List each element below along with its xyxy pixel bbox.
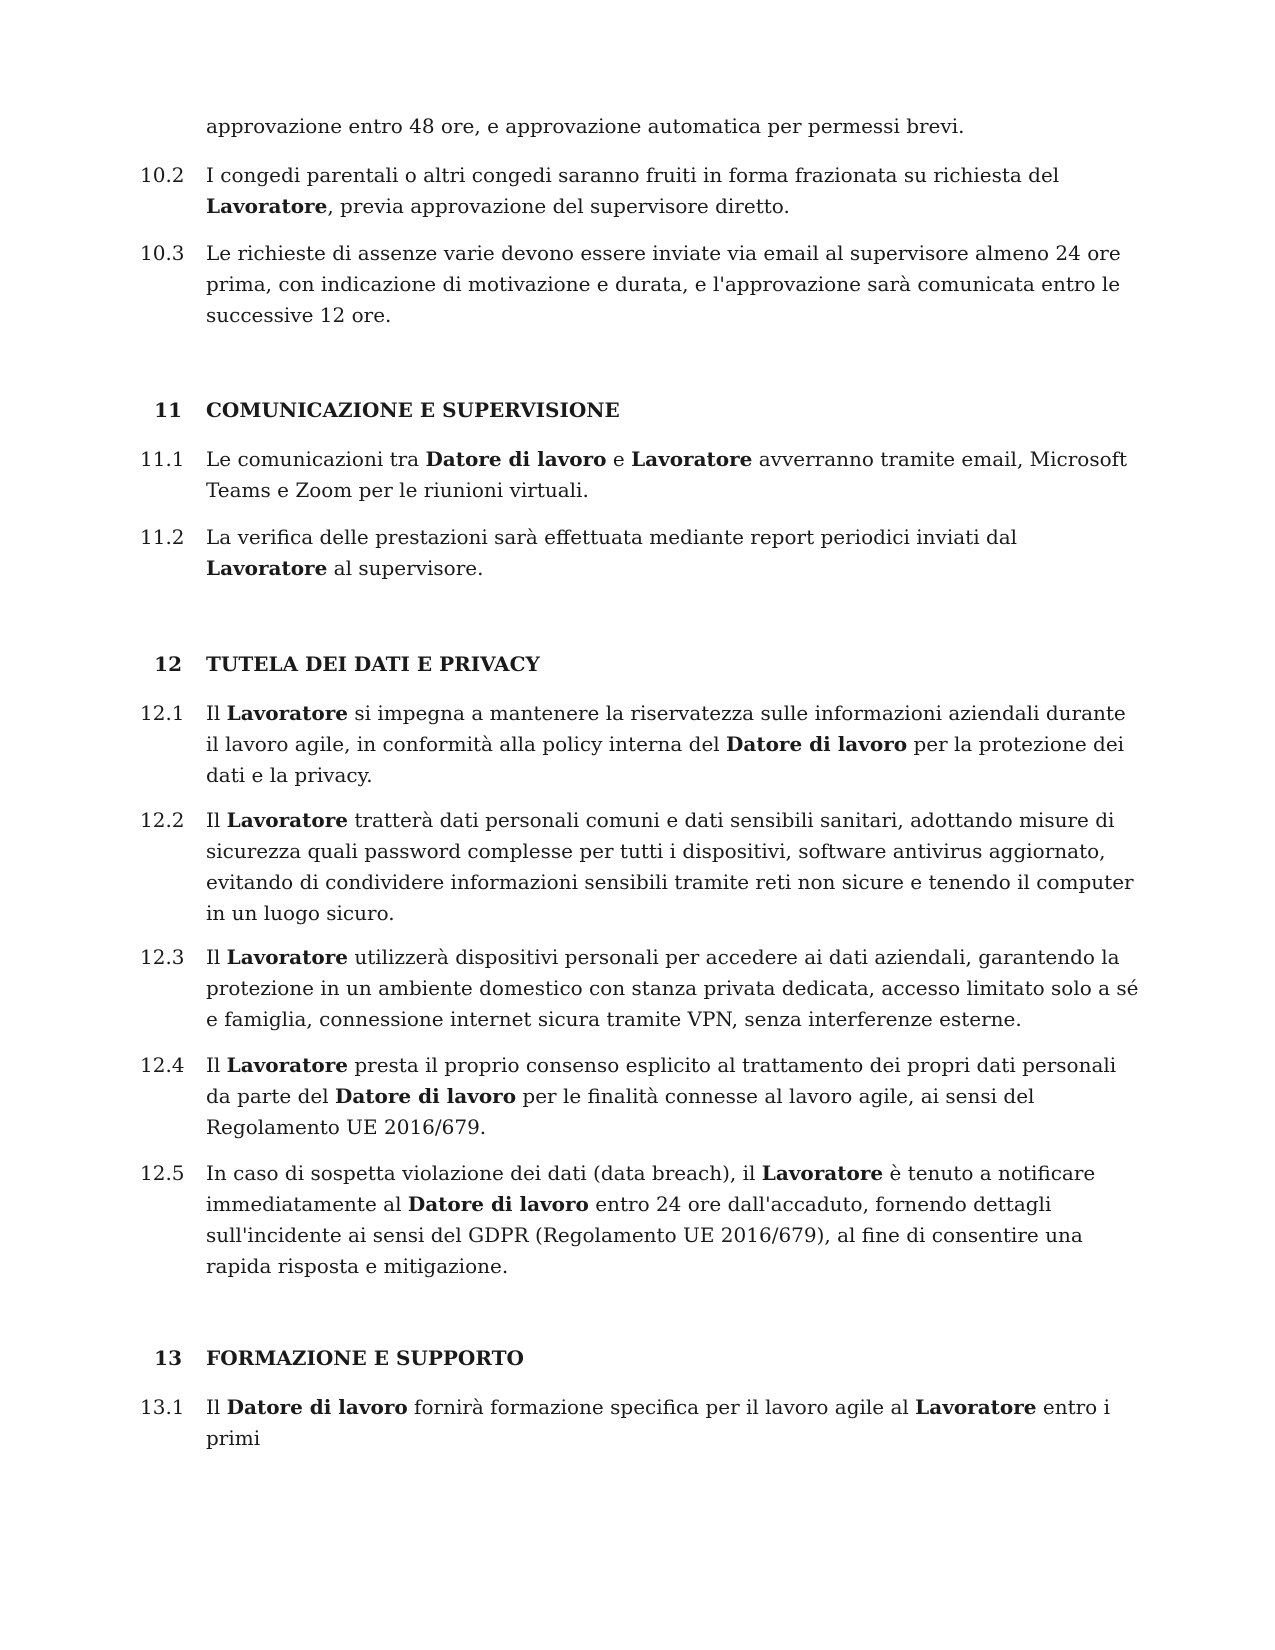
section-number: 13	[154, 1346, 182, 1370]
clause-12-4	[140, 1050, 1140, 1143]
section-title: FORMAZIONE E SUPPORTO	[206, 1346, 524, 1370]
clause-number: 12.3	[140, 945, 185, 969]
clause-text	[206, 238, 1140, 331]
text-run: per le finalità connesse al lavoro agile, ai sensi del Regolamento UE 2016/679.	[206, 1084, 1035, 1139]
bold-term: Lavoratore	[631, 447, 753, 471]
text-run: Il	[206, 945, 227, 969]
clause-text	[206, 444, 1140, 506]
text-run: è tenuto a notificare immediatamente al	[206, 1161, 1096, 1216]
text-run: Il	[206, 808, 227, 832]
text-run: Le richieste di assenze varie devono essere inviate via email al supervisore almeno 24 ore prima, con indicazione di motivazione e durata, e l'approvazione sarà comunicata entro le successive 12 ore.	[206, 241, 1121, 327]
bold-term: Lavoratore	[226, 808, 348, 832]
clause-text	[206, 698, 1140, 791]
clause-11-1	[140, 444, 1140, 506]
clause-number: 13.1	[140, 1395, 185, 1419]
bold-term: Datore di lavoro	[407, 1192, 589, 1216]
text-run: presta il proprio consenso esplicito al trattamento dei propri dati personali da parte del	[206, 1053, 1117, 1108]
text-run: si impegna a mantenere la riservatezza sulle informazioni aziendali durante il lavoro agile, in conformità alla policy interna del	[206, 701, 1126, 756]
bold-term: Lavoratore	[206, 194, 328, 218]
section-number: 11	[154, 398, 182, 422]
text-run: Il	[206, 1053, 227, 1077]
clause-number: 11.2	[140, 525, 185, 549]
section-heading-11	[140, 395, 1140, 426]
clause-text	[206, 160, 1140, 222]
clause-text	[206, 1050, 1140, 1143]
bold-term: Datore di lavoro	[425, 447, 607, 471]
clause-number: 10.3	[140, 241, 185, 265]
text-run: avverranno tramite email, Microsoft Teams e Zoom per le riunioni virtuali.	[206, 447, 1128, 502]
clause-text	[206, 1392, 1140, 1454]
clause-text	[206, 805, 1140, 929]
bold-term: Datore di lavoro	[226, 1395, 408, 1419]
clause-text	[206, 522, 1140, 584]
clause-12-1	[140, 698, 1140, 791]
clause-text	[206, 1158, 1140, 1282]
bold-term: Lavoratore	[226, 945, 348, 969]
clause-10-2	[140, 160, 1140, 222]
text-run: tratterà dati personali comuni e dati sensibili sanitari, adottando misure di sicurezza quali password complesse per tutti i dispositivi, software antivirus aggiornato, evitando di condividere informazioni sensibili tramite reti non sicure e tenendo il computer in un luogo sicuro.	[206, 808, 1134, 925]
text-run: La verifica delle prestazioni sarà effettuata mediante report periodici inviati dal	[206, 525, 1018, 549]
clause-12-5	[140, 1158, 1140, 1282]
clause-13-1	[140, 1392, 1140, 1454]
text-run: utilizzerà dispositivi personali per accedere ai dati aziendali, garantendo la protezione in un ambiente domestico con stanza privata dedicata, accesso limitato solo a sé e famiglia, connessione internet sicura tramite VPN, senza interferenze esterne.	[206, 945, 1139, 1031]
text-run: e	[606, 447, 632, 471]
clause-12-2	[140, 805, 1140, 929]
clause-number: 12.1	[140, 701, 185, 725]
clause-number: 10.2	[140, 163, 185, 187]
section-heading-12	[140, 649, 1140, 680]
text-run: per la protezione dei dati e la privacy.	[206, 732, 1125, 787]
clause-number: 12.2	[140, 808, 185, 832]
bold-term: Lavoratore	[915, 1395, 1037, 1419]
clause-text	[206, 942, 1140, 1035]
section-title: TUTELA DEI DATI E PRIVACY	[206, 652, 540, 676]
bold-term: Lavoratore	[226, 701, 348, 725]
text-run: entro i primi	[206, 1395, 1110, 1450]
bold-term: Datore di lavoro	[335, 1084, 517, 1108]
bold-term: Lavoratore	[226, 1053, 348, 1077]
section-number: 12	[154, 652, 182, 676]
bold-term: Datore di lavoro	[726, 732, 908, 756]
text-run: Il	[206, 701, 227, 725]
text-run: , previa approvazione del supervisore diretto.	[327, 194, 790, 218]
clause-11-2	[140, 522, 1140, 584]
clause-number: 12.5	[140, 1161, 185, 1185]
text-run: entro 24 ore dall'accaduto, fornendo dettagli sull'incidente ai sensi del GDPR (Regolamento UE 2016/679), al fine di consentire una rapida risposta e mitigazione.	[206, 1192, 1083, 1278]
text-run: al supervisore.	[327, 556, 484, 580]
text-run: Il	[206, 1395, 227, 1419]
clause-12-3	[140, 942, 1140, 1035]
clause-10-3	[140, 238, 1140, 331]
bold-term: Lavoratore	[761, 1161, 884, 1185]
text-run: Le comunicazioni tra	[206, 447, 426, 471]
clause-number: 12.4	[140, 1053, 185, 1077]
text-run: I congedi parentali o altri congedi saranno fruiti in forma frazionata su richiesta del	[206, 163, 1060, 187]
section-title: COMUNICAZIONE E SUPERVISIONE	[206, 398, 620, 422]
continuation-paragraph: approvazione entro 48 ore, e approvazione automatica per permessi brevi.	[206, 114, 965, 138]
clause-number: 11.1	[140, 447, 185, 471]
text-run: In caso di sospetta violazione dei dati (data breach), il	[206, 1161, 762, 1185]
bold-term: Lavoratore	[206, 556, 328, 580]
section-heading-13	[140, 1343, 1140, 1374]
text-run: fornirà formazione specifica per il lavoro agile al	[407, 1395, 916, 1419]
